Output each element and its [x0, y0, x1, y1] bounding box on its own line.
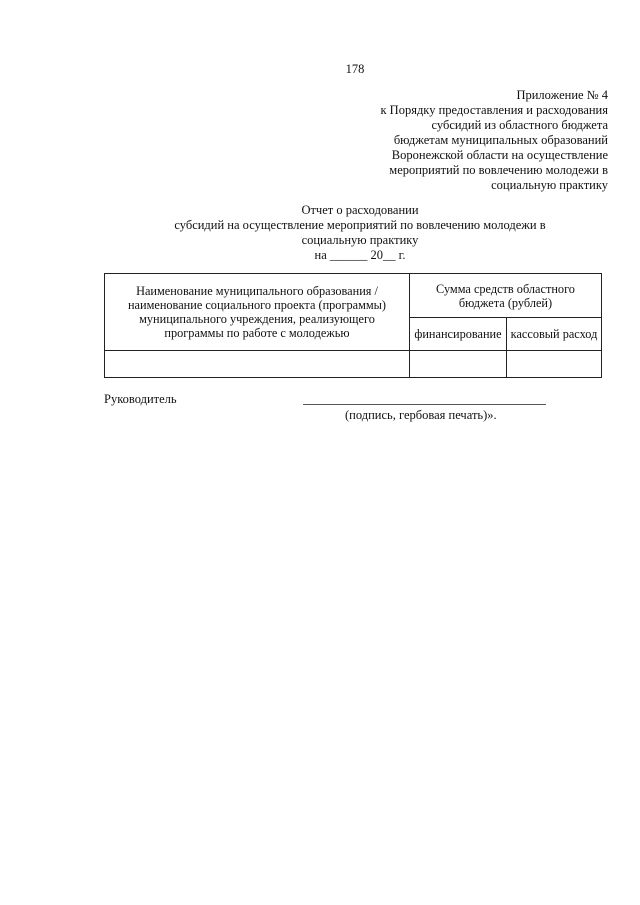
appendix-line: Воронежской области на осуществление — [391, 148, 608, 162]
header-sum-cell — [410, 274, 602, 318]
header-financing-cell: финансирование — [410, 318, 507, 351]
appendix-line: субсидий из областного бюджета — [431, 118, 608, 132]
title-line: Отчет о расходовании — [301, 203, 419, 217]
header-name-line: программы по работе с молодежью — [164, 326, 350, 340]
title-line: субсидий на осуществление мероприятий по вовлечению молодежи в — [174, 218, 546, 232]
signature-line — [303, 404, 546, 405]
page-number: 178 — [345, 62, 365, 76]
header-name-line: Наименование муниципального образования / — [136, 284, 378, 298]
report-table — [104, 273, 602, 378]
appendix-line: к Порядку предоставления и расходования — [380, 103, 608, 117]
appendix-line: бюджетам муниципальных образований — [393, 133, 608, 147]
signature-caption: (подпись, гербовая печать)». — [345, 408, 497, 422]
header-name-line: муниципального учреждения, реализующего — [139, 312, 375, 326]
data-cell-cash — [507, 351, 602, 378]
data-cell-name — [105, 351, 410, 378]
appendix-line: Приложение № 4 — [516, 88, 608, 102]
report-title — [100, 203, 620, 263]
appendix-header — [308, 88, 608, 193]
data-cell-financing — [410, 351, 507, 378]
header-sum-line: бюджета (рублей) — [458, 295, 553, 310]
appendix-line: социальную практику — [491, 178, 608, 192]
header-cash-cell: кассовый расход — [507, 318, 602, 351]
header-name-line: наименование социального проекта (программы) — [127, 298, 387, 312]
title-line: на ______ 20__ г. — [314, 248, 406, 262]
signature-label: Руководитель — [104, 392, 177, 406]
appendix-line: мероприятий по вовлечению молодежи в — [389, 163, 608, 177]
header-sum-line: Сумма средств областного — [436, 281, 575, 296]
header-name-cell — [105, 274, 410, 351]
title-line: социальную практику — [301, 233, 419, 247]
